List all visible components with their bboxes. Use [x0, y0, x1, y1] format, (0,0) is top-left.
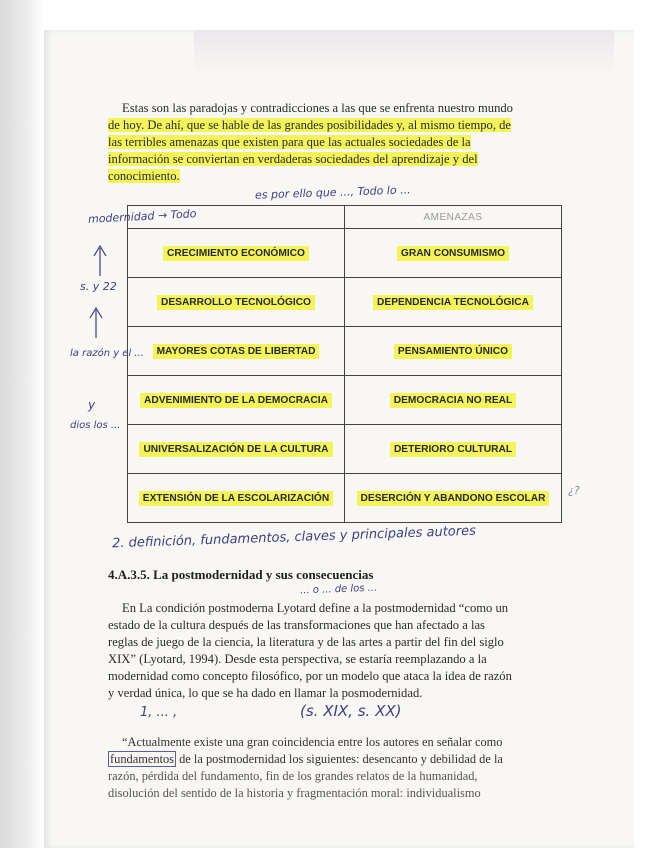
- table-cell: CRECIMIENTO ECONÓMICO: [163, 246, 309, 261]
- quote-line-3: razón, pérdida del fundamento, fin de los grandes relatos de la humanidad,: [108, 769, 478, 783]
- section-heading: [108, 567, 373, 583]
- possibilities-threats-table: [127, 205, 562, 523]
- handwritten-note-left-top: modernidad → Todo: [87, 207, 197, 226]
- highlight-2: las terribles amenazas que existen para que las actuales sociedades de la: [108, 135, 471, 149]
- left-page-edge: [0, 0, 44, 848]
- intro-line-1: Estas son las paradojas y contradicciones a las que se enfrenta nuestro mundo: [122, 101, 513, 115]
- handwritten-note-centuries-label: 1, ... ,: [140, 705, 178, 720]
- highlight-1: de hoy. De ahí, que se hable de las grandes posibilidades y, al mismo tiempo, de: [108, 118, 512, 132]
- intro-line-2: [108, 117, 580, 134]
- section-title: La postmodernidad y sus consecuencias: [153, 567, 374, 582]
- boxed-word: fundamentos: [110, 752, 175, 766]
- body-line-3: reglas de juego de la ciencia, la literatura y de las artes a partir del fin del siglo: [108, 635, 504, 649]
- handwritten-note-above-table: es por ello que ..., Todo lo ...: [254, 183, 411, 202]
- handwritten-note-xy: s. y 22: [80, 280, 117, 293]
- table-cell: MAYORES COTAS DE LIBERTAD: [153, 344, 320, 359]
- table-cell: DETERIORO CULTURAL: [390, 442, 516, 457]
- table-row: [128, 474, 562, 523]
- table-cell: DESERCIÓN Y ABANDONO ESCOLAR: [357, 491, 550, 506]
- table-row: [128, 376, 562, 425]
- table-cell: ADVENIMIENTO DE LA DEMOCRACIA: [140, 393, 332, 408]
- table-cell: GRAN CONSUMISMO: [397, 246, 509, 261]
- table-header-left: [128, 206, 345, 229]
- table-header-threats: AMENAZAS: [345, 206, 562, 229]
- table-cell: UNIVERSALIZACIÓN DE LA CULTURA: [139, 442, 332, 457]
- body-line-5: modernidad como concepto filosófico, por un modelo que ataca la idea de razón: [108, 669, 512, 683]
- table-row: [128, 327, 562, 376]
- table-cell: DEPENDENCIA TECNOLÓGICA: [373, 295, 533, 310]
- body-line-2: estado de la cultura después de las transformaciones que han afectado a las: [108, 618, 485, 632]
- handwritten-note-right-margin: ¿?: [568, 484, 580, 497]
- highlight-3: información se conviertan en verdaderas sociedades del aprendizaje y del: [108, 152, 478, 166]
- handwritten-note-left-mid: la razón y el ...: [70, 348, 144, 359]
- handwritten-note-left-bottom: dios los ...: [70, 420, 121, 431]
- table-cell: DESARROLLO TECNOLÓGICO: [157, 295, 315, 310]
- handwritten-note-left-y: y: [88, 398, 96, 412]
- section-number: 4.A.3.5.: [108, 567, 150, 582]
- table-row: [128, 425, 562, 474]
- handwritten-note-centuries: (s. XIX, s. XX): [300, 702, 402, 720]
- quote-line-2-rest: de la postmodernidad los siguientes: desencanto y debilidad de la: [176, 752, 503, 766]
- intro-line-5: [108, 168, 580, 185]
- table-row: [128, 229, 562, 278]
- body-line-6: y verdad única, lo que se ha dado en llamar la posmodernidad.: [108, 686, 423, 700]
- body-line-1: En La condición postmoderna Lyotard define a la postmodernidad “como un: [122, 601, 509, 615]
- bleed-through-band: [194, 30, 614, 75]
- quote-line-1: “Actualmente existe una gran coincidencia entre los autores en señalar como: [122, 735, 503, 749]
- body-line-4: XIX” (Lyotard, 1994). Desde esta perspectiva, se estaría reemplazando a la: [108, 652, 487, 666]
- quote-line-2: [108, 751, 580, 768]
- intro-line-4: [108, 151, 580, 168]
- table-row: [128, 278, 562, 327]
- handwritten-note-below-table: 2. definición, fundamentos, claves y principales autores: [111, 523, 477, 552]
- quote-line-4: disolución del sentido de la historia y fragmentación moral: individualismo: [108, 786, 481, 800]
- highlight-4: conocimiento.: [108, 169, 180, 183]
- table-cell: PENSAMIENTO ÚNICO: [394, 344, 512, 359]
- table-cell: DEMOCRACIA NO REAL: [390, 393, 516, 408]
- intro-line-3: [108, 134, 580, 151]
- handwritten-note-section: ... o ... de los ...: [299, 582, 378, 597]
- table-cell: EXTENSIÓN DE LA ESCOLARIZACIÓN: [139, 491, 333, 506]
